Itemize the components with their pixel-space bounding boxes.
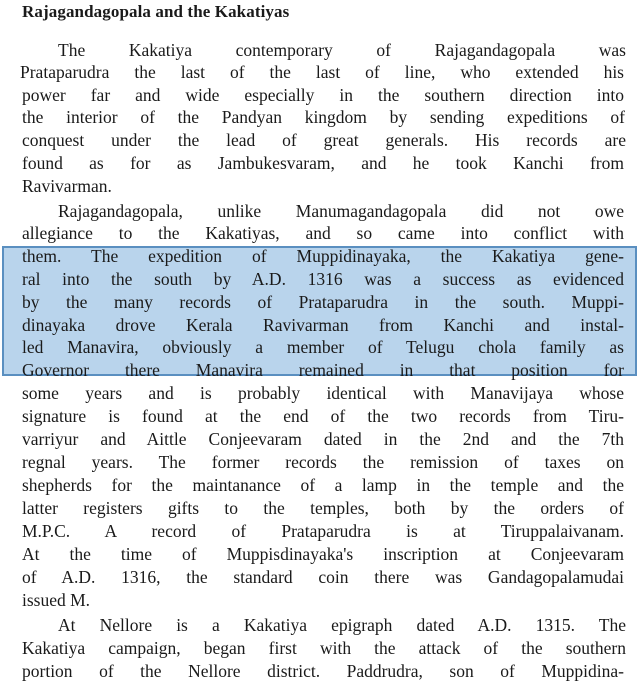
text-line: Ravivarman.	[22, 176, 112, 196]
text-line: power far and wide especially in the southern direction into	[22, 85, 624, 105]
text-line: portion of the Nellore district. Paddrudra, son of Muppidina-	[22, 661, 624, 681]
text-line: regnal years. The former records the remission of taxes on	[22, 452, 624, 472]
text-line: Governor there Manavira remained in that position for	[22, 360, 624, 380]
text-line: by the many records of Prataparudra in the south. Muppi-	[22, 292, 624, 312]
text-line: Kakatiya campaign, began first with the attack of the southern	[22, 638, 626, 658]
text-line: conquest under the lead of great generals. His records are	[22, 130, 626, 150]
text-line: The Kakatiya contemporary of Rajagandagopala was	[58, 40, 626, 60]
text-line: of A.D. 1316, the standard coin there was Gandagopalamudai	[22, 567, 624, 587]
text-line: ral into the south by A.D. 1316 was a success as evidenced	[22, 269, 624, 289]
text-line: varriyur and Aittle Conjeevaram dated in the 2nd and the 7th	[22, 429, 624, 449]
text-line: latter registers gifts to the temples, both by the orders of	[22, 498, 624, 518]
text-line: led Manavira, obviously a member of Telugu chola family as	[22, 337, 624, 357]
text-line: At the time of Muppisdinayaka's inscription at Conjeevaram	[22, 544, 624, 564]
section-heading: Rajagandagopala and the Kakatiyas	[22, 2, 290, 21]
text-line: Rajagandagopala, unlike Manumagandagopala did not owe	[58, 201, 624, 221]
text-line: them. The expedition of Muppidinayaka, the Kakatiya gene-	[22, 246, 624, 266]
text-line: the interior of the Pandyan kingdom by sending expeditions of	[22, 107, 625, 127]
text-line: signature is found at the end of the two records from Tiru-	[22, 406, 624, 426]
text-line: allegiance to the Kakatiyas, and so came into conflict with	[22, 223, 624, 243]
text-line: some years and is probably identical with Manavijaya whose	[22, 383, 624, 403]
text-line: found as for as Jambukesvaram, and he took Kanchi from	[22, 153, 624, 173]
text-line: Prataparudra the last of the last of line, who extended his	[20, 62, 624, 82]
text-line: At Nellore is a Kakatiya epigraph dated A.D. 1315. The	[58, 615, 626, 635]
text-line: dinayaka drove Kerala Ravivarman from Kanchi and instal-	[22, 315, 624, 335]
text-line: issued M.	[22, 590, 91, 610]
text-line: shepherds for the maintanance of a lamp in the temple and the	[22, 475, 624, 495]
text-line: M.P.C. A record of Prataparudra is at Tiruppalaivanam.	[22, 521, 624, 541]
